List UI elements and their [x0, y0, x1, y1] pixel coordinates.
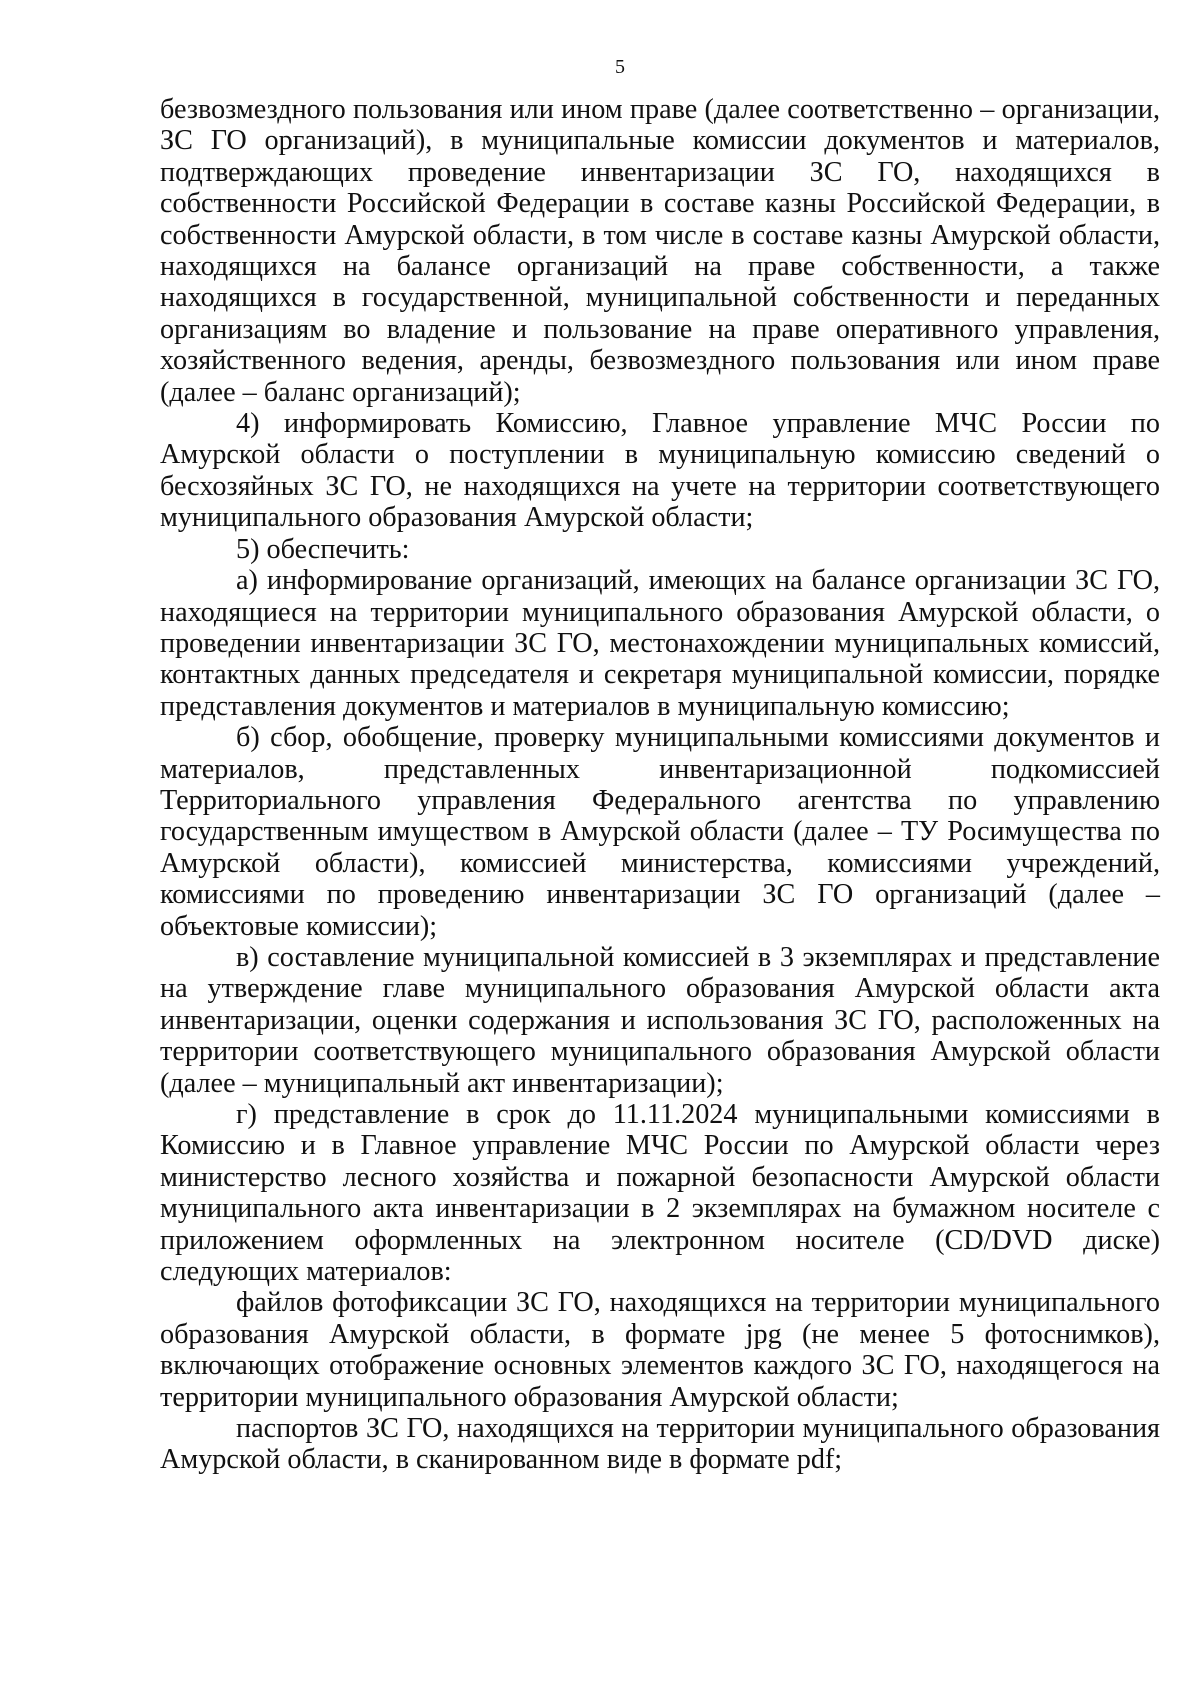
paragraph-item-5: 5) обеспечить: [236, 533, 410, 565]
paragraph-subitem-b: б) сбор, обобщение, проверку муниципальными комиссиями документов и материалов, представленных инвентаризационной подкомиссией Территориального управления Федерального агентства по управлению государственным имуществом в Амурской области (далее – ТУ Росимущества по Амурской области), комиссией министерства, комиссиями учреждений, комиссиями по проведению инвентаризации ЗС ГО организаций (далее – объектовые комиссии); [160, 722, 1160, 942]
paragraph-continuation: безвозмездного пользования или ином праве (далее соответственно – организации, ЗС ГО организаций), в муниципальные комиссии документов и материалов, подтверждающих проведение инвентаризации ЗС ГО, находящихся в собственности Российской Федерации в составе казны Российской Федерации, в собственности Амурской области, в том числе в составе казны Амурской области, находящихся на балансе организаций на праве собственности, а также находящихся в государственной, муниципальной собственности и переданных организациям во владение и пользование на праве оперативного управления, хозяйственного ведения, аренды, безвозмездного пользования или ином праве (далее – баланс организаций); [160, 94, 1160, 408]
document-body [160, 94, 1160, 1476]
page-number: 5 [615, 56, 625, 78]
paragraph-item-4: 4) информировать Комиссию, Главное управление МЧС России по Амурской области о поступлении в муниципальную комиссию сведений о бесхозяйных ЗС ГО, не находящихся на учете на территории соответствующего муниципального образования Амурской области; [160, 408, 1160, 534]
paragraph-passports: паспортов ЗС ГО, находящихся на территории муниципального образования Амурской области, в сканированном виде в формате pdf; [160, 1413, 1160, 1476]
paragraph-photo-files: файлов фотофиксации ЗС ГО, находящихся на территории муниципального образования Амурской области, в формате jpg (не менее 5 фотоснимков), включающих отображение основных элементов каждого ЗС ГО, находящегося на территории муниципального образования Амурской области; [160, 1287, 1160, 1413]
paragraph-subitem-a: а) информирование организаций, имеющих на балансе организации ЗС ГО, находящиеся на территории муниципального образования Амурской области, о проведении инвентаризации ЗС ГО, местонахождении муниципальных комиссий, контактных данных председателя и секретаря муниципальной комиссии, порядке представления документов и материалов в муниципальную комиссию; [160, 565, 1160, 722]
paragraph-subitem-g: г) представление в срок до 11.11.2024 муниципальными комиссиями в Комиссию и в Главное управление МЧС России по Амурской области через министерство лесного хозяйства и пожарной безопасности Амурской области муниципального акта инвентаризации в 2 экземплярах на бумажном носителе с приложением оформленных на электронном носителе (CD/DVD диске) следующих материалов: [160, 1099, 1160, 1288]
paragraph-subitem-v: в) составление муниципальной комиссией в 3 экземплярах и представление на утверждение главе муниципального образования Амурской области акта инвентаризации, оценки содержания и использования ЗС ГО, расположенных на территории соответствующего муниципального образования Амурской области (далее – муниципальный акт инвентаризации); [160, 941, 1160, 1099]
